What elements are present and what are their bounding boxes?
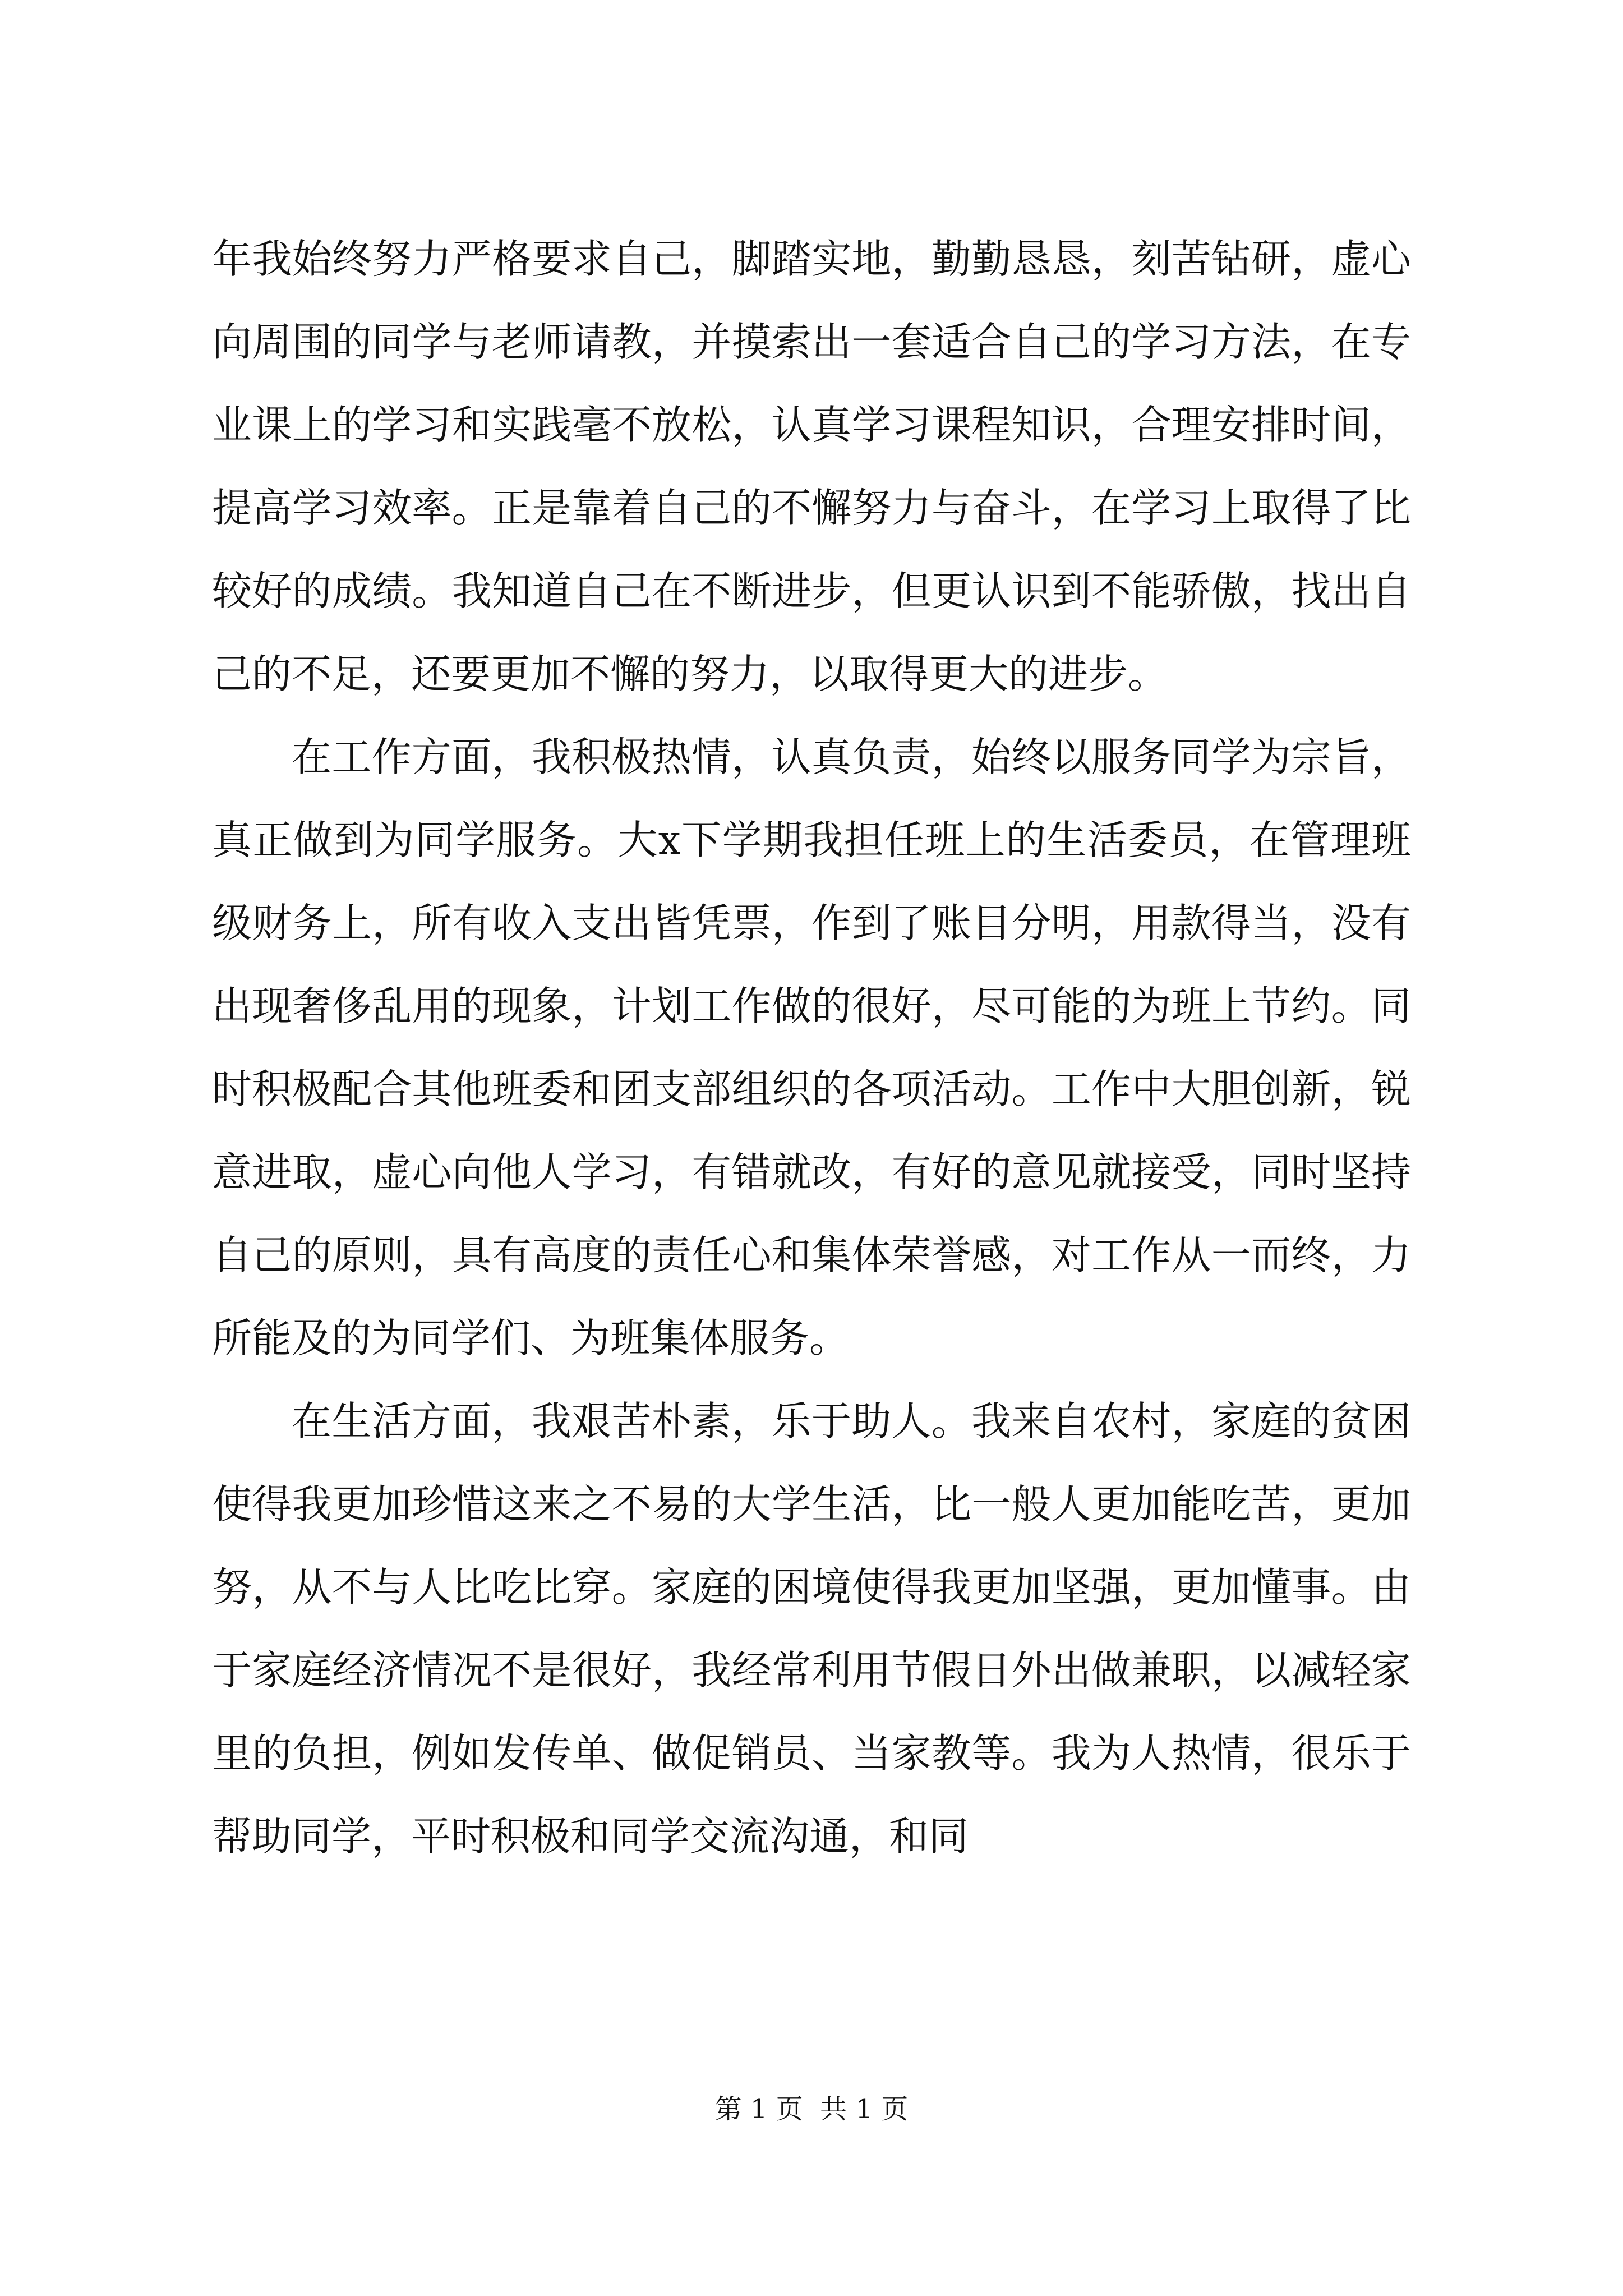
paragraph-work: 在工作方面，我积极热情，认真负责，始终以服务同学为宗旨，真正做到为同学服务。大x下学期我担任班上的生活委员，在管理班级财务上，所有收入支出皆凭票，作到了账目分明，用款得当，没有出现奢侈乱用的现象，计划工作做的很好，尽可能的为班上节约。同时积极配合其他班委和团支部组织的各项活动。工作中大胆创新，锐意进取，虚心向他人学习，有错就改，有好的意见就接受，同时坚持自己的原则，具有高度的责任心和集体荣誉感，对工作从一而终，力所能及的为同学们、为班集体服务。 bbox=[212, 734, 1411, 1361]
document-body bbox=[212, 218, 1411, 1878]
page-number: 第 1 页 共 1 页 bbox=[714, 2093, 909, 2125]
paragraph-life: 在生活方面，我艰苦朴素，乐于助人。我来自农村，家庭的贫困使得我更加珍惜这来之不易的大学生活，比一般人更加能吃苦，更加努，从不与人比吃比穿。家庭的困境使得我更加坚强，更加懂事。由于家庭经济情况不是很好，我经常利用节假日外出做兼职，以减轻家里的负担，例如发传单、做促销员、当家教等。我为人热情，很乐于帮助同学，平时积极和同学交流沟通，和同 bbox=[212, 1398, 1411, 1860]
page-footer bbox=[0, 2091, 1623, 2127]
paragraph-study: 年我始终努力严格要求自己，脚踏实地，勤勤恳恳，刻苦钻研，虚心向周围的同学与老师请教，并摸索出一套适合自己的学习方法，在专业课上的学习和实践毫不放松，认真学习课程知识，合理安排时间，提高学习效率。正是靠着自己的不懈努力与奋斗，在学习上取得了比较好的成绩。我知道自己在不断进步，但更认识到不能骄傲，找出自己的不足，还要更加不懈的努力，以取得更大的进步。 bbox=[212, 236, 1411, 697]
